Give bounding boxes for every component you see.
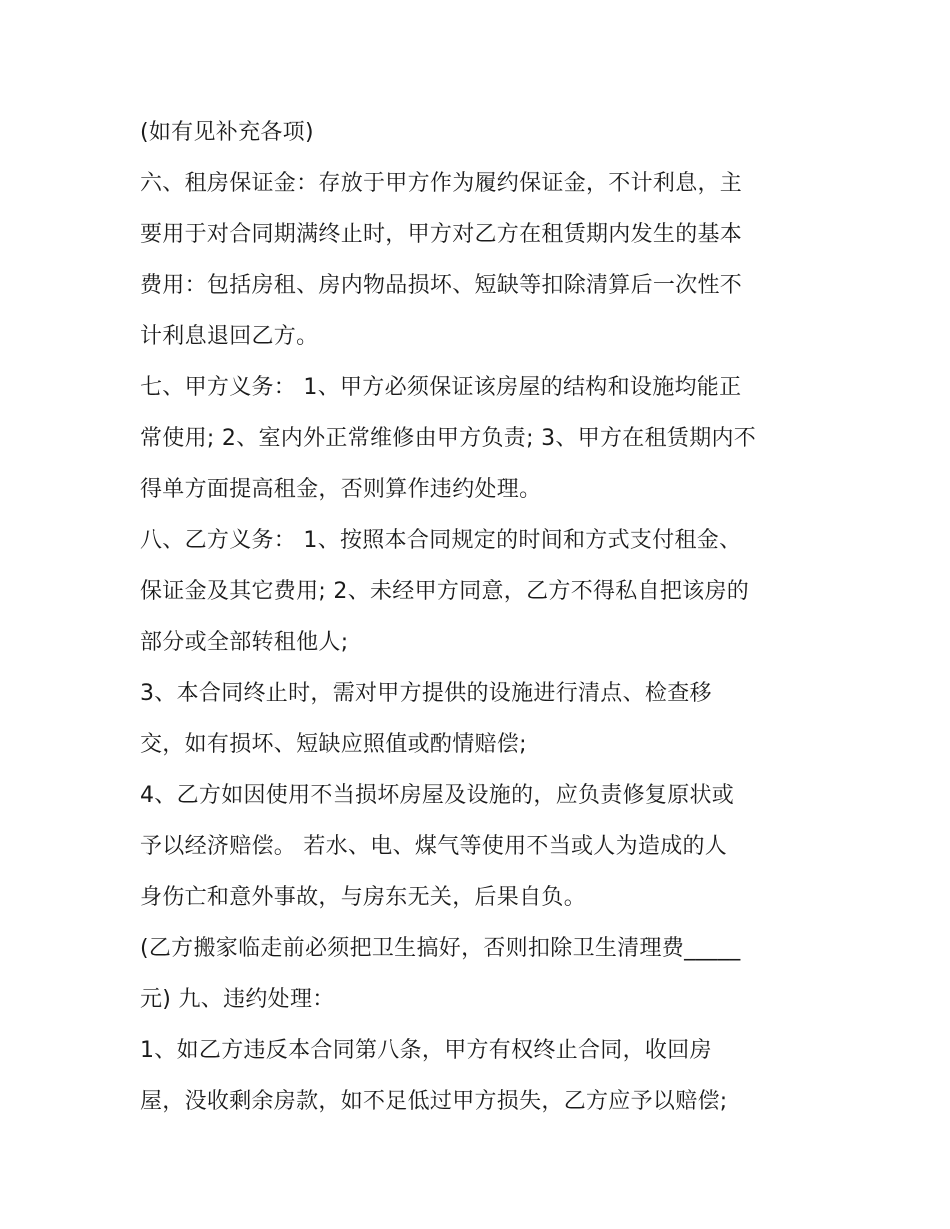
clause-8-item-3-line-2: 交，如有损坏、短缺应照值或酌情赔偿; bbox=[140, 732, 527, 757]
clause-8-item-4-line-2: 予以经济赔偿。 若水、电、煤气等使用不当或人为造成的人 bbox=[140, 834, 728, 859]
clause-9-item-1-line-2: 屋，没收剩余房款，如不足低过甲方损失，乙方应予以赔偿; bbox=[140, 1089, 728, 1114]
clause-7-line-1: 七、甲方义务： 1、甲方必须保证该房屋的结构和设施均能正 bbox=[140, 375, 742, 400]
clause-6-line-4: 计利息退回乙方。 bbox=[140, 324, 319, 349]
clause-8-item-4-line-1: 4、乙方如因使用不当损坏房屋及设施的，应负责修复原状或 bbox=[140, 783, 735, 808]
clause-7-line-3: 得单方面提高租金，否则算作违约处理。 bbox=[140, 477, 542, 502]
clause-9-heading-line: 元) 九、违约处理： bbox=[140, 987, 335, 1012]
document-body bbox=[140, 107, 812, 1127]
clause-8-line-2: 保证金及其它费用; 2、未经甲方同意，乙方不得私自把该房的 bbox=[140, 579, 750, 604]
supplement-note-line: (如有见补充各项) bbox=[140, 120, 314, 145]
clause-6-line-2: 要用于对合同期满终止时，甲方对乙方在租赁期内发生的基本 bbox=[140, 222, 743, 247]
clause-9-item-1-line-1: 1、如乙方违反本合同第八条，甲方有权终止合同，收回房 bbox=[140, 1038, 712, 1063]
clause-8-line-1: 八、乙方义务： 1、按照本合同规定的时间和方式支付租金、 bbox=[140, 528, 742, 553]
clause-6-line-1: 六、租房保证金：存放于甲方作为履约保证金，不计利息，主 bbox=[140, 171, 743, 196]
clause-8-item-4-line-3: 身伤亡和意外事故，与房东无关，后果自负。 bbox=[140, 885, 587, 910]
clause-6-line-3: 费用：包括房租、房内物品损坏、短缺等扣除清算后一次性不 bbox=[140, 273, 743, 298]
cleaning-fee-line-1: (乙方搬家临走前必须把卫生搞好，否则扣除卫生清理费_____ bbox=[140, 936, 741, 961]
clause-7-line-2: 常使用; 2、室内外正常维修由甲方负责; 3、甲方在租赁期内不 bbox=[140, 426, 757, 451]
clause-8-item-3-line-1: 3、本合同终止时，需对甲方提供的设施进行清点、检查移 bbox=[140, 681, 712, 706]
clause-8-line-3: 部分或全部转租他人; bbox=[140, 630, 349, 655]
